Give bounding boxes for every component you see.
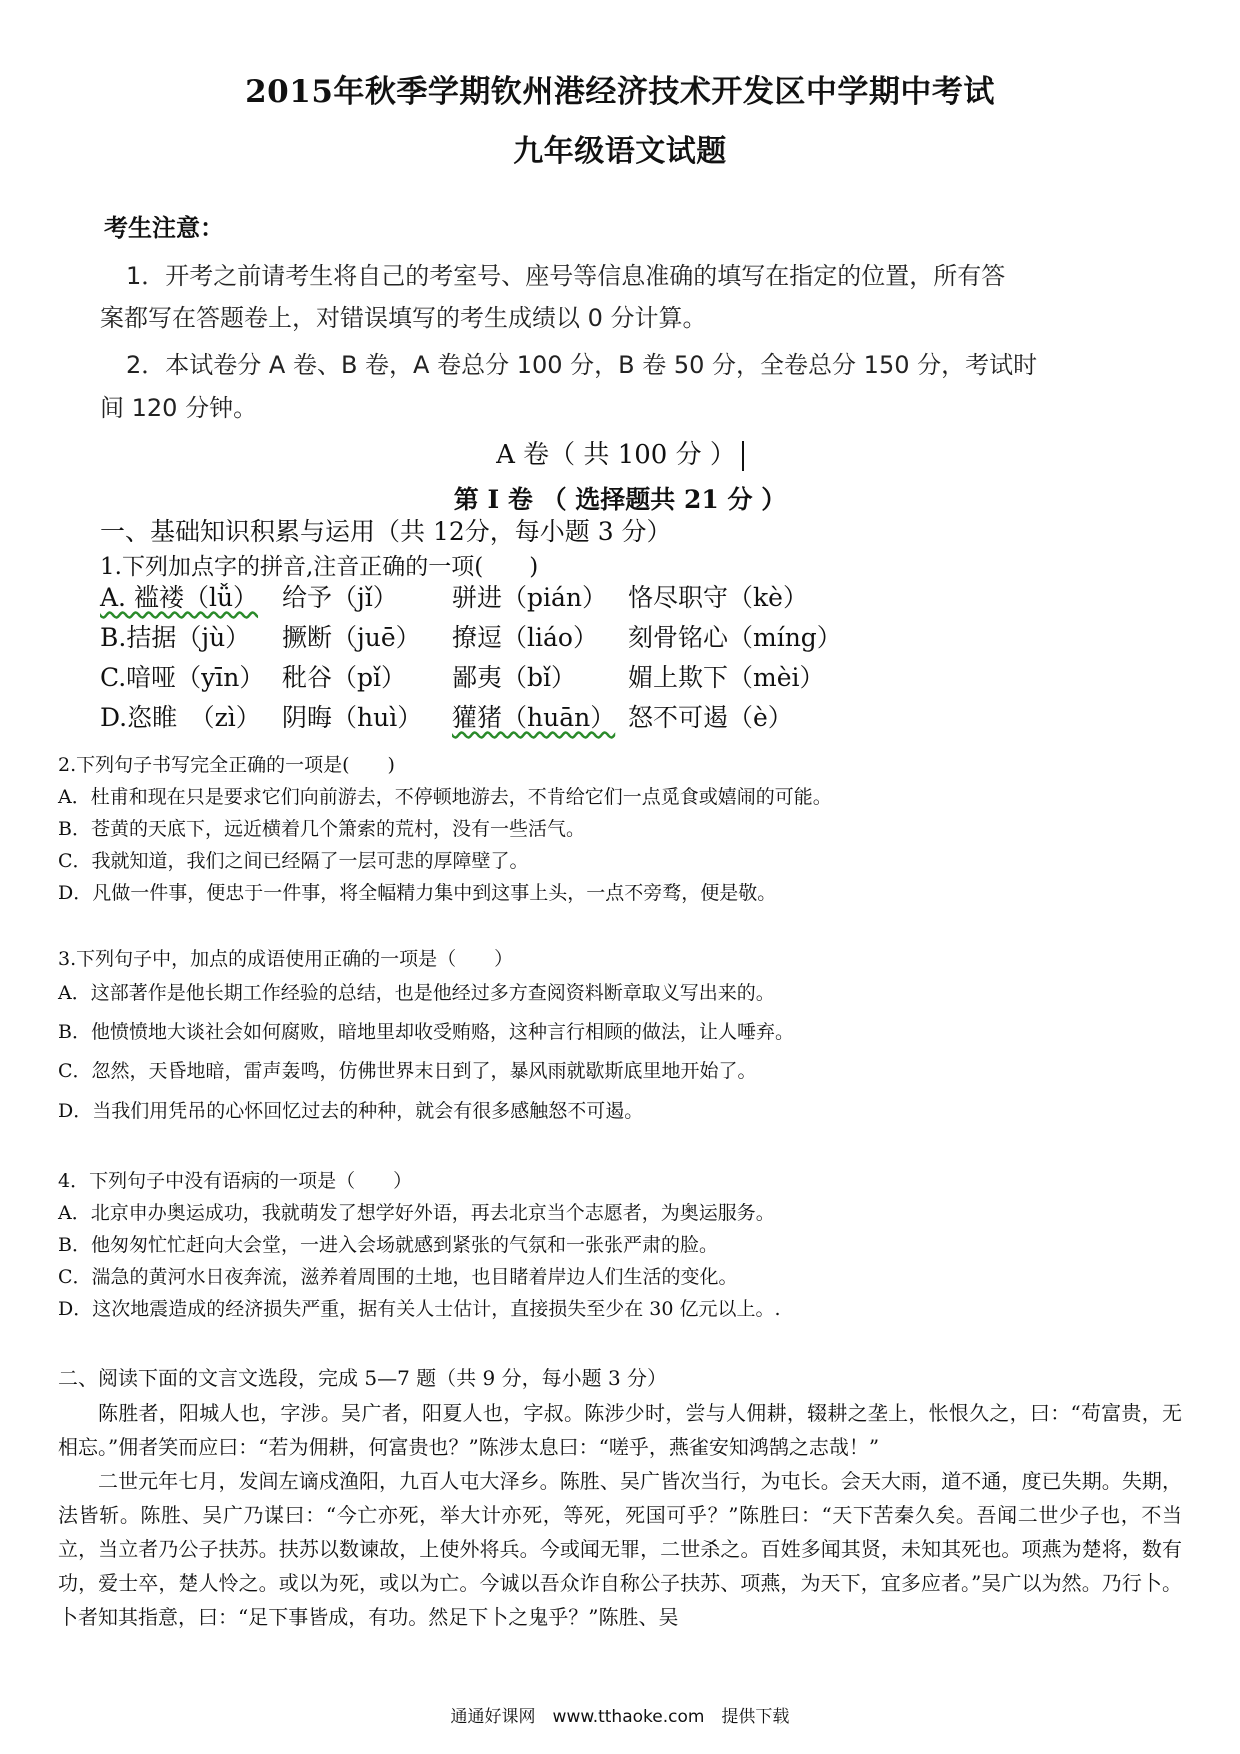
q1-option: 给予（jǐ）: [282, 583, 398, 612]
notice-item-2-line-2: 间 120 分钟。: [100, 394, 258, 422]
q1-row-d: [100, 698, 1160, 734]
q1-row-a: [100, 578, 1160, 614]
q3-option-d: D．当我们用凭吊的心怀回忆过去的种种，就会有很多感触怒不可遏。: [58, 1100, 644, 1122]
section-two-heading: 二、阅读下面的文言文选段，完成 5—7 题（共 9 分，每小题 3 分）: [58, 1366, 668, 1390]
part-one-heading: 第 I 卷 （ 选择题共 21 分 ）: [453, 485, 787, 514]
q1-option: 獾猪（huān）: [452, 703, 616, 732]
q1-row-c: [100, 658, 1160, 694]
q4-option-c: C．湍急的黄河水日夜奔流，滋养着周围的土地，也目睹着岸边人们生活的变化。: [58, 1266, 738, 1288]
q1-option: B.拮据（jù）: [100, 623, 251, 652]
q1-option: 阴晦（huì）: [282, 703, 423, 732]
q3-stem: 3.下列句子中，加点的成语使用正确的一项是（ ）: [58, 948, 514, 970]
q3-option-b: B．他愤愤地大谈社会如何腐败，暗地里却收受贿赂，这种言行相顾的做法，让人唾弃。: [58, 1021, 794, 1043]
section-one-heading: 一、基础知识积累与运用（共 12分，每小题 3 分）: [100, 517, 672, 546]
q1-row-b: [100, 618, 1160, 654]
exam-title: 2015年秋季学期钦州港经济技术开发区中学期中考试: [245, 74, 995, 110]
q1-option: 撅断（juē）: [282, 623, 421, 652]
notice-item-1-line-2: 案都写在答题卷上，对错误填写的考生成绩以 0 分计算。: [100, 304, 707, 332]
text-cursor: [742, 441, 744, 471]
q4-option-d: D．这次地震造成的经济损失严重，据有关人士估计，直接损失至少在 30 亿元以上。.: [58, 1298, 781, 1320]
q2-option-d: D．凡做一件事，便忠于一件事，将全幅精力集中到这事上头，一点不旁骛，便是敬。: [58, 882, 777, 904]
q1-option: 骈进（pián）: [452, 583, 608, 612]
notice-item-1-line-1: 1．开考之前请考生将自己的考室号、座号等信息准确的填写在指定的位置，所有答: [126, 262, 1006, 290]
classical-paragraph-1: 陈胜者，阳城人也，字涉。吴广者，阳夏人也，字叔。陈涉少时，尝与人佣耕，辍耕之垄上，怅恨久之，曰：“苟富贵，无相忘。”佣者笑而应曰：“若为佣耕，何富贵也？”陈涉太息曰：“嗟乎，燕雀安知鸿鹄之志哉！”: [58, 1401, 1182, 1459]
q3-option-a: A．这部著作是他长期工作经验的总结，也是他经过多方查阅资料断章取义写出来的。: [58, 982, 775, 1004]
q1-option: A. 褴褛（lǚ）: [100, 583, 259, 612]
q4-stem: 4．下列句子中没有语病的一项是（ ）: [58, 1170, 413, 1192]
q4-option-a: A．北京申办奥运成功，我就萌发了想学好外语，再去北京当个志愿者，为奥运服务。: [58, 1202, 775, 1224]
notice-heading: 考生注意：: [104, 214, 224, 242]
q2-option-a: A．杜甫和现在只是要求它们向前游去，不停顿地游去，不肯给它们一点觅食或嬉闹的可能。: [58, 786, 832, 808]
download-footer: 通通好课网 www.tthaoke.com 提供下载: [450, 1707, 790, 1727]
q2-option-b: B．苍黄的天底下，远近横着几个箫索的荒村，没有一些活气。: [58, 818, 585, 840]
classical-paragraph-2: 二世元年七月，发闾左谪戍渔阳，九百人屯大泽乡。陈胜、吴广皆次当行，为屯长。会天大雨，道不通，度已失期。失期，法皆斩。陈胜、吴广乃谋曰：“今亡亦死，举大计亦死，等死，死国可乎？”陈胜曰：“天下苦秦久矣。吾闻二世少子也，不当立，当立者乃公子扶苏。扶苏以数谏故，上使外将兵。今或闻无罪，二世杀之。百姓多闻其贤，未知其死也。项燕为楚将，数有功，爱士卒，楚人怜之。或以为死，或以为亡。今诚以吾众诈自称公子扶苏、项燕，为天下，宜多应者。”吴广以为然。乃行卜。卜者知其指意，曰：“足下事皆成，有功。然足下卜之鬼乎？”陈胜、吴: [58, 1469, 1182, 1629]
q1-option: 媚上欺下（mèi）: [628, 663, 825, 692]
notice-item-2-line-1: 2．本试卷分 A 卷、B 卷，A 卷总分 100 分，B 卷 50 分，全卷总分 150 分，考试时: [126, 351, 1038, 379]
q1-option: 撩逗（liáo）: [452, 623, 598, 652]
volume-a-label: A 卷（ 共 100 分 ）: [496, 440, 736, 470]
volume-a-heading: [0, 434, 1240, 471]
q1-option: 鄙夷（bǐ）: [452, 663, 576, 692]
q1-option: C.喑哑（yīn）: [100, 663, 265, 692]
q1-stem: 1.下列加点字的拼音,注音正确的一项( ): [100, 554, 539, 580]
q1-option: 秕谷（pǐ）: [282, 663, 406, 692]
q1-option: 刻骨铭心（míng）: [628, 623, 842, 652]
q2-stem: 2.下列句子书写完全正确的一项是( ): [58, 754, 395, 776]
q1-option: 怒不可遏（è）: [628, 703, 793, 732]
q3-option-c: C．忽然，天昏地暗，雷声轰鸣，仿佛世界末日到了，暴风雨就歇斯底里地开始了。: [58, 1060, 757, 1082]
exam-subtitle: 九年级语文试题: [513, 134, 727, 169]
q4-option-b: B．他匆匆忙忙赶向大会堂，一进入会场就感到紧张的气氛和一张张严肃的脸。: [58, 1234, 718, 1256]
q2-option-c: C．我就知道，我们之间已经隔了一层可悲的厚障壁了。: [58, 850, 529, 872]
q1-option: D.恣睢 （zì）: [100, 703, 261, 732]
q1-option: 恪尽职守（kè）: [628, 583, 808, 612]
